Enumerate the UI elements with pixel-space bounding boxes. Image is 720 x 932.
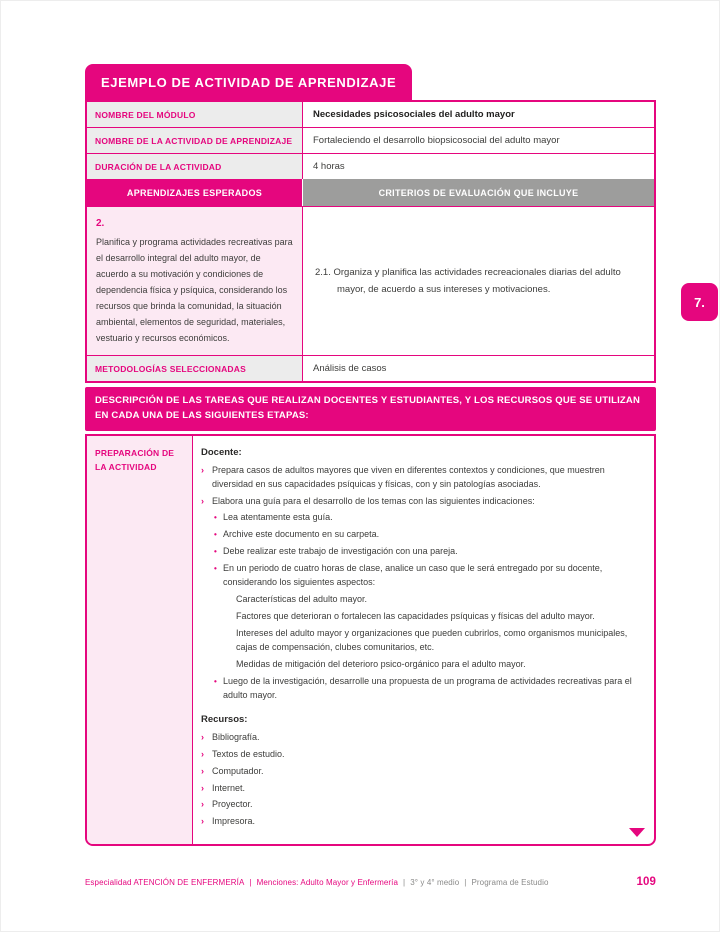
methodology-value: Análisis de casos: [303, 356, 654, 381]
recurso-item: [201, 782, 640, 796]
info-row: [87, 128, 654, 154]
list-item: [214, 528, 640, 542]
list-item: [214, 511, 640, 525]
chevron-bullet-icon: ›: [201, 748, 204, 759]
methodology-label: METODOLOGÍAS SELECCIONADAS: [87, 356, 303, 381]
expected-learning-number: 2.: [96, 218, 105, 229]
list-item-text: Debe realizar este trabajo de investigación con una pareja.: [223, 546, 458, 557]
list-item-text: Prepara casos de adultos mayores que viven en diferentes contextos y condiciones, que muestren diversidad en sus capacidades psíquicas y físicas, con y sin patologías asociadas.: [212, 464, 605, 489]
list-item: [223, 610, 640, 624]
info-value: 4 horas: [303, 154, 654, 179]
preparation-section: [85, 434, 656, 847]
footer-program: Programa de Estudio: [471, 878, 549, 887]
content-sheet: [85, 64, 656, 846]
activity-table: [85, 100, 656, 383]
list-item-text: Archive este documento en su carpeta.: [223, 529, 380, 540]
list-item-text: Factores que deterioran o fortalecen las capacidades psíquicas y físicas del adulto mayor.: [236, 611, 595, 622]
chevron-bullet-icon: ›: [201, 765, 204, 776]
footer-grade: 3° y 4° medio: [410, 878, 460, 887]
evaluation-criteria-cell: [303, 207, 654, 355]
info-value: Necesidades psicosociales del adulto mayor: [303, 102, 654, 127]
bullet-icon: •: [214, 530, 217, 540]
expected-learning-text: Planifica y programa actividades recreativas para el desarrollo integral del adulto mayor, de acuerdo a su motivación y condiciones de dependencia física y psíquica, considerando los recursos que brinda la comunidad, la situación ambiental, elementos de seguridad, materiales, vestuario y recursos económicos.: [96, 236, 293, 343]
docente-heading: Docente:: [201, 446, 242, 458]
recurso-item: [201, 798, 640, 812]
bullet-icon: ›: [201, 495, 204, 506]
evaluation-criteria-text: 2.1. Organiza y planifica las actividades recreacionales diarias del adulto mayor, de acuerdo a sus intereses y motivaciones.: [315, 266, 621, 295]
page-title-text: EJEMPLO DE ACTIVIDAD DE APRENDIZAJE: [101, 75, 397, 90]
section-number-tab: [681, 283, 718, 321]
info-row: [87, 154, 654, 179]
stage-content: [193, 436, 654, 845]
bullet-icon: •: [214, 564, 217, 574]
description-banner-text: DESCRIPCIÓN DE LAS TAREAS QUE REALIZAN DOCENTES Y ESTUDIANTES, Y LOS RECURSOS QUE SE UTILIZAN EN CADA UNA DE LAS SIGUIENTES ETAPAS:: [95, 394, 641, 422]
recurso-item-text: Textos de estudio.: [212, 748, 285, 759]
list-item-text: Elabora una guía para el desarrollo de los temas con las siguientes indicaciones:: [212, 495, 535, 506]
evaluation-criteria-header: CRITERIOS DE EVALUACIÓN QUE INCLUYE: [303, 179, 654, 206]
list-item-text: Intereses del adulto mayor y organizaciones que pueden cubrirlos, como organismos municipales, cajas de compensación, clubes comunitarios, etc.: [236, 628, 628, 652]
activity-list: [201, 464, 640, 703]
footer-separator: |: [464, 878, 467, 887]
chevron-bullet-icon: ›: [201, 731, 204, 742]
recurso-item-text: Proyector.: [212, 799, 253, 810]
list-item: [214, 675, 640, 703]
recurso-item-text: Impresora.: [212, 816, 256, 827]
list-item-text: Lea atentamente esta guía.: [223, 512, 333, 523]
page-title: [85, 64, 412, 100]
list-item: [201, 495, 640, 509]
recurso-item-text: Internet.: [212, 782, 246, 793]
recurso-item-text: Bibliografía.: [212, 731, 260, 742]
expected-learning-cell: [87, 207, 303, 355]
list-item-text: Medidas de mitigación del deterioro psico-orgánico para el adulto mayor.: [236, 658, 526, 669]
learning-header-row: [87, 179, 654, 207]
recurso-item: [201, 731, 640, 745]
bullet-icon: ›: [201, 464, 204, 475]
bullet-icon: •: [214, 513, 217, 523]
info-value: Fortaleciendo el desarrollo biopsicosocial del adulto mayor: [303, 128, 654, 153]
recurso-item: [201, 748, 640, 762]
bullet-icon: •: [214, 547, 217, 557]
recurso-item: [201, 815, 640, 829]
footer-separator: |: [403, 878, 406, 887]
info-label: NOMBRE DE LA ACTIVIDAD DE APRENDIZAJE: [87, 128, 303, 153]
continue-arrow-icon: [629, 828, 645, 837]
footer-specialty: Especialidad ATENCIÓN DE ENFERMERÍA: [85, 878, 245, 887]
learning-body-row: [87, 207, 654, 356]
list-item: [223, 658, 640, 672]
footer-breadcrumb: [85, 878, 549, 887]
info-row: [87, 102, 654, 128]
list-item: [201, 464, 640, 492]
methodology-row: [87, 356, 654, 381]
footer-mentions: Menciones: Adulto Mayor y Enfermería: [256, 878, 399, 887]
expected-learning-header: APRENDIZAJES ESPERADOS: [87, 179, 303, 206]
page-footer: [85, 876, 656, 888]
info-label: NOMBRE DEL MÓDULO: [87, 102, 303, 127]
list-item: [214, 562, 640, 590]
chevron-bullet-icon: ›: [201, 799, 204, 810]
description-banner: [85, 387, 656, 431]
chevron-bullet-icon: ›: [201, 816, 204, 827]
recursos-list: [201, 731, 640, 830]
chevron-bullet-icon: ›: [201, 782, 204, 793]
list-item-text: Luego de la investigación, desarrolle una propuesta de un programa de actividades recreativas para el adulto mayor.: [223, 675, 632, 700]
list-item-text: Características del adulto mayor.: [236, 594, 368, 605]
footer-separator: |: [249, 878, 252, 887]
page-number: 109: [636, 876, 656, 888]
recurso-item: [201, 765, 640, 779]
list-item: [223, 627, 640, 655]
info-label: DURACIÓN DE LA ACTIVIDAD: [87, 154, 303, 179]
section-number-text: 7.: [694, 294, 705, 310]
list-item: [214, 545, 640, 559]
info-rows: [87, 102, 654, 179]
recurso-item-text: Computador.: [212, 765, 264, 776]
bullet-icon: •: [214, 676, 217, 686]
recursos-heading: Recursos:: [201, 713, 248, 725]
list-item-text: En un periodo de cuatro horas de clase, analice un caso que le será entregado por su docente, considerando los siguientes aspectos:: [223, 563, 603, 588]
list-item: [223, 593, 640, 607]
stage-label: PREPARACIÓN DE LA ACTIVIDAD: [87, 436, 193, 845]
